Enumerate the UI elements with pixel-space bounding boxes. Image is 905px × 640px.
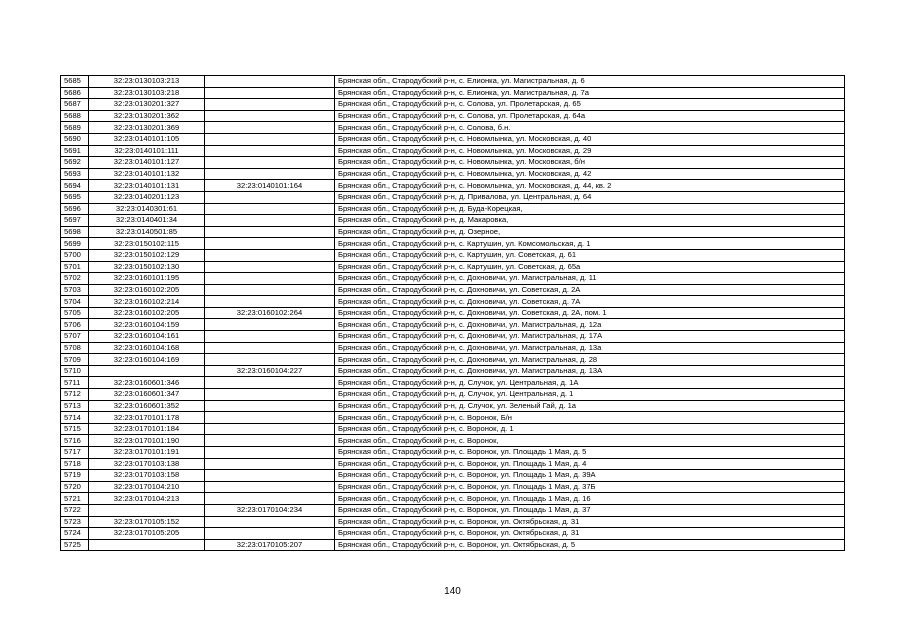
- row-number-cell: 5709: [61, 354, 89, 366]
- secondary-cadastral-number-cell: [205, 110, 335, 122]
- table-row: [61, 319, 845, 331]
- cadastral-number-cell: 32:23:0140101:132: [89, 168, 205, 180]
- address-cell: Брянская обл., Стародубский р-н, с. Воронок, ул. Октябрьская, д. 31: [335, 528, 845, 540]
- address-cell: Брянская обл., Стародубский р-н, с. Воронок, д. 1: [335, 423, 845, 435]
- secondary-cadastral-number-cell: [205, 226, 335, 238]
- table-row: [61, 284, 845, 296]
- address-cell: Брянская обл., Стародубский р-н, д. Случок, ул. Центральная, д. 1А: [335, 377, 845, 389]
- secondary-cadastral-number-cell: [205, 481, 335, 493]
- row-number-cell: 5701: [61, 261, 89, 273]
- address-cell: Брянская обл., Стародубский р-н, д. Буда-Корецкая,: [335, 203, 845, 215]
- cadastral-number-cell: 32:23:0130201:327: [89, 99, 205, 111]
- cadastral-number-cell: 32:23:0170105:205: [89, 528, 205, 540]
- secondary-cadastral-number-cell: [205, 458, 335, 470]
- secondary-cadastral-number-cell: [205, 284, 335, 296]
- row-number-cell: 5690: [61, 133, 89, 145]
- address-cell: Брянская обл., Стародубский р-н, с. Воронок, ул. Площадь 1 Мая, д. 4: [335, 458, 845, 470]
- cadastral-number-cell: 32:23:0160102:205: [89, 307, 205, 319]
- table-row: [61, 528, 845, 540]
- address-cell: Брянская обл., Стародубский р-н, с. Воронок, Б/н: [335, 412, 845, 424]
- secondary-cadastral-number-cell: [205, 400, 335, 412]
- secondary-cadastral-number-cell: 32:23:0140101:164: [205, 180, 335, 192]
- cadastral-number-cell: 32:23:0170103:138: [89, 458, 205, 470]
- secondary-cadastral-number-cell: [205, 377, 335, 389]
- table-row: [61, 99, 845, 111]
- cadastral-number-cell: 32:23:0130201:369: [89, 122, 205, 134]
- cadastral-number-cell: 32:23:0160104:159: [89, 319, 205, 331]
- cadastral-number-cell: 32:23:0140501:85: [89, 226, 205, 238]
- secondary-cadastral-number-cell: [205, 412, 335, 424]
- row-number-cell: 5708: [61, 342, 89, 354]
- address-cell: Брянская обл., Стародубский р-н, с. Новомлынка, ул. Московская, д. 44, кв. 2: [335, 180, 845, 192]
- row-number-cell: 5706: [61, 319, 89, 331]
- table-row: [61, 377, 845, 389]
- address-cell: Брянская обл., Стародубский р-н, с. Солова, ул. Пролетарская, д. 65: [335, 99, 845, 111]
- address-cell: Брянская обл., Стародубский р-н, с. Новомлынка, ул. Московская, д. 40: [335, 133, 845, 145]
- page-number: 140: [444, 586, 461, 597]
- cadastral-number-cell: 32:23:0140101:105: [89, 133, 205, 145]
- secondary-cadastral-number-cell: [205, 447, 335, 459]
- secondary-cadastral-number-cell: [205, 145, 335, 157]
- row-number-cell: 5693: [61, 168, 89, 180]
- address-cell: Брянская обл., Стародубский р-н, с. Дохновичи, ул. Магистральная, д. 17А: [335, 331, 845, 343]
- address-cell: Брянская обл., Стародубский р-н, с. Воронок, ул. Октябрьская, д. 5: [335, 539, 845, 551]
- table-row: [61, 238, 845, 250]
- row-number-cell: 5717: [61, 447, 89, 459]
- row-number-cell: 5723: [61, 516, 89, 528]
- cadastral-number-cell: 32:23:0140101:127: [89, 157, 205, 169]
- row-number-cell: 5704: [61, 296, 89, 308]
- table-row: [61, 423, 845, 435]
- address-cell: Брянская обл., Стародубский р-н, с. Дохновичи, ул. Магистральная, д. 11: [335, 273, 845, 285]
- address-cell: Брянская обл., Стародубский р-н, с. Новомлынка, ул. Московская, д. 42: [335, 168, 845, 180]
- cadastral-number-cell: 32:23:0150102:129: [89, 249, 205, 261]
- row-number-cell: 5696: [61, 203, 89, 215]
- cadastral-number-cell: 32:23:0140101:111: [89, 145, 205, 157]
- secondary-cadastral-number-cell: [205, 319, 335, 331]
- cadastral-number-cell: 32:23:0170101:190: [89, 435, 205, 447]
- row-number-cell: 5713: [61, 400, 89, 412]
- cadastral-number-cell: 32:23:0170103:158: [89, 470, 205, 482]
- secondary-cadastral-number-cell: 32:23:0170105:207: [205, 539, 335, 551]
- secondary-cadastral-number-cell: [205, 99, 335, 111]
- table-row: [61, 133, 845, 145]
- row-number-cell: 5692: [61, 157, 89, 169]
- cadastral-number-cell: 32:23:0160601:346: [89, 377, 205, 389]
- table-row: [61, 435, 845, 447]
- address-cell: Брянская обл., Стародубский р-н, с. Воронок, ул. Площадь 1 Мая, д. 39А: [335, 470, 845, 482]
- address-cell: Брянская обл., Стародубский р-н, с. Дохновичи, ул. Магистральная, д. 12а: [335, 319, 845, 331]
- secondary-cadastral-number-cell: [205, 331, 335, 343]
- cadastral-number-cell: 32:23:0150102:130: [89, 261, 205, 273]
- address-cell: Брянская обл., Стародубский р-н, с. Дохновичи, ул. Магистральная, д. 13а: [335, 342, 845, 354]
- address-cell: Брянская обл., Стародубский р-н, с. Дохновичи, ул. Магистральная, д. 28: [335, 354, 845, 366]
- row-number-cell: 5718: [61, 458, 89, 470]
- secondary-cadastral-number-cell: [205, 423, 335, 435]
- table-row: [61, 400, 845, 412]
- address-cell: Брянская обл., Стародубский р-н, с. Воронок, ул. Площадь 1 Мая, д. 37: [335, 504, 845, 516]
- address-cell: Брянская обл., Стародубский р-н, с. Дохновичи, ул. Советская, д. 2А, пом. 1: [335, 307, 845, 319]
- row-number-cell: 5715: [61, 423, 89, 435]
- table-row: [61, 203, 845, 215]
- cadastral-number-cell: 32:23:0160104:161: [89, 331, 205, 343]
- cadastral-number-cell: 32:23:0160101:195: [89, 273, 205, 285]
- cadastral-number-cell: 32:23:0130103:213: [89, 76, 205, 88]
- table-row: [61, 481, 845, 493]
- address-cell: Брянская обл., Стародубский р-н, д. Случок, ул. Зеленый Гай, д. 1а: [335, 400, 845, 412]
- row-number-cell: 5719: [61, 470, 89, 482]
- address-cell: Брянская обл., Стародубский р-н, с. Солова, б.н.: [335, 122, 845, 134]
- secondary-cadastral-number-cell: 32:23:0170104:234: [205, 504, 335, 516]
- secondary-cadastral-number-cell: 32:23:0160102:264: [205, 307, 335, 319]
- address-cell: Брянская обл., Стародубский р-н, с. Воронок, ул. Площадь 1 Мая, д. 16: [335, 493, 845, 505]
- address-cell: Брянская обл., Стародубский р-н, с. Воронок,: [335, 435, 845, 447]
- secondary-cadastral-number-cell: [205, 389, 335, 401]
- cadastral-number-cell: 32:23:0130201:362: [89, 110, 205, 122]
- secondary-cadastral-number-cell: [205, 203, 335, 215]
- registry-table: [60, 75, 845, 551]
- cadastral-number-cell: 32:23:0140201:123: [89, 191, 205, 203]
- cadastral-number-cell: 32:23:0160601:347: [89, 389, 205, 401]
- row-number-cell: 5687: [61, 99, 89, 111]
- table-row: [61, 389, 845, 401]
- secondary-cadastral-number-cell: [205, 157, 335, 169]
- address-cell: Брянская обл., Стародубский р-н, с. Солова, ул. Пролетарская, д. 64а: [335, 110, 845, 122]
- secondary-cadastral-number-cell: [205, 191, 335, 203]
- address-cell: Брянская обл., Стародубский р-н, с. Новомлынка, ул. Московская, д. 29: [335, 145, 845, 157]
- cadastral-number-cell: 32:23:0160104:168: [89, 342, 205, 354]
- cadastral-number-cell: 32:23:0160601:352: [89, 400, 205, 412]
- table-row: [61, 215, 845, 227]
- cadastral-number-cell: 32:23:0170104:210: [89, 481, 205, 493]
- address-cell: Брянская обл., Стародубский р-н, с. Новомлынка, ул. Московская, б/н: [335, 157, 845, 169]
- table-row: [61, 145, 845, 157]
- secondary-cadastral-number-cell: [205, 133, 335, 145]
- secondary-cadastral-number-cell: 32:23:0160104:227: [205, 365, 335, 377]
- secondary-cadastral-number-cell: [205, 261, 335, 273]
- row-number-cell: 5686: [61, 87, 89, 99]
- row-number-cell: 5711: [61, 377, 89, 389]
- row-number-cell: 5698: [61, 226, 89, 238]
- address-cell: Брянская обл., Стародубский р-н, д. Макаровка,: [335, 215, 845, 227]
- cadastral-number-cell: 32:23:0170104:213: [89, 493, 205, 505]
- table-row: [61, 273, 845, 285]
- table-row: [61, 516, 845, 528]
- row-number-cell: 5703: [61, 284, 89, 296]
- cadastral-number-cell: 32:23:0150102:115: [89, 238, 205, 250]
- row-number-cell: 5724: [61, 528, 89, 540]
- row-number-cell: 5707: [61, 331, 89, 343]
- row-number-cell: 5720: [61, 481, 89, 493]
- table-row: [61, 493, 845, 505]
- secondary-cadastral-number-cell: [205, 528, 335, 540]
- secondary-cadastral-number-cell: [205, 354, 335, 366]
- table-row: [61, 191, 845, 203]
- address-cell: Брянская обл., Стародубский р-н, д. Озерное,: [335, 226, 845, 238]
- secondary-cadastral-number-cell: [205, 215, 335, 227]
- address-cell: Брянская обл., Стародубский р-н, с. Дохновичи, ул. Советская, д. 2А: [335, 284, 845, 296]
- cadastral-number-cell: [89, 365, 205, 377]
- cadastral-number-cell: [89, 504, 205, 516]
- secondary-cadastral-number-cell: [205, 168, 335, 180]
- row-number-cell: 5700: [61, 249, 89, 261]
- cadastral-number-cell: 32:23:0160102:214: [89, 296, 205, 308]
- cadastral-number-cell: 32:23:0140401:34: [89, 215, 205, 227]
- cadastral-number-cell: 32:23:0170101:178: [89, 412, 205, 424]
- cadastral-number-cell: 32:23:0140301:61: [89, 203, 205, 215]
- table-row: [61, 296, 845, 308]
- address-cell: Брянская обл., Стародубский р-н, с. Картушин, ул. Комсомольская, д. 1: [335, 238, 845, 250]
- table-row: [61, 470, 845, 482]
- table-row: [61, 157, 845, 169]
- row-number-cell: 5725: [61, 539, 89, 551]
- row-number-cell: 5722: [61, 504, 89, 516]
- row-number-cell: 5685: [61, 76, 89, 88]
- table-row: [61, 168, 845, 180]
- table-row: [61, 180, 845, 192]
- cadastral-number-cell: 32:23:0170101:184: [89, 423, 205, 435]
- secondary-cadastral-number-cell: [205, 296, 335, 308]
- cadastral-number-cell: [89, 539, 205, 551]
- cadastral-number-cell: 32:23:0130103:218: [89, 87, 205, 99]
- row-number-cell: 5712: [61, 389, 89, 401]
- address-cell: Брянская обл., Стародубский р-н, с. Дохновичи, ул. Магистральная, д. 13А: [335, 365, 845, 377]
- row-number-cell: 5710: [61, 365, 89, 377]
- row-number-cell: 5697: [61, 215, 89, 227]
- table-row: [61, 365, 845, 377]
- row-number-cell: 5705: [61, 307, 89, 319]
- row-number-cell: 5691: [61, 145, 89, 157]
- table-row: [61, 307, 845, 319]
- row-number-cell: 5714: [61, 412, 89, 424]
- table-row: [61, 110, 845, 122]
- address-cell: Брянская обл., Стародубский р-н, с. Воронок, ул. Площадь 1 Мая, д. 5: [335, 447, 845, 459]
- table-row: [61, 504, 845, 516]
- address-cell: Брянская обл., Стародубский р-н, с. Дохновичи, ул. Советская, д. 7А: [335, 296, 845, 308]
- secondary-cadastral-number-cell: [205, 238, 335, 250]
- address-cell: Брянская обл., Стародубский р-н, д. Случок, ул. Центральная, д. 1: [335, 389, 845, 401]
- address-cell: Брянская обл., Стародубский р-н, с. Воронок, ул. Площадь 1 Мая, д. 37Б: [335, 481, 845, 493]
- cadastral-number-cell: 32:23:0170101:191: [89, 447, 205, 459]
- cadastral-number-cell: 32:23:0160102:205: [89, 284, 205, 296]
- cadastral-number-cell: 32:23:0170105:152: [89, 516, 205, 528]
- table-row: [61, 447, 845, 459]
- secondary-cadastral-number-cell: [205, 493, 335, 505]
- cadastral-number-cell: 32:23:0160104:169: [89, 354, 205, 366]
- row-number-cell: 5694: [61, 180, 89, 192]
- address-cell: Брянская обл., Стародубский р-н, с. Картушин, ул. Советская, д. 61: [335, 249, 845, 261]
- row-number-cell: 5716: [61, 435, 89, 447]
- row-number-cell: 5721: [61, 493, 89, 505]
- row-number-cell: 5695: [61, 191, 89, 203]
- secondary-cadastral-number-cell: [205, 435, 335, 447]
- table-row: [61, 261, 845, 273]
- table-row: [61, 249, 845, 261]
- secondary-cadastral-number-cell: [205, 76, 335, 88]
- address-cell: Брянская обл., Стародубский р-н, с. Елионка, ул. Магистральная, д. 7а: [335, 87, 845, 99]
- address-cell: Брянская обл., Стародубский р-н, с. Картушин, ул. Советская, д. 65а: [335, 261, 845, 273]
- table-row: [61, 226, 845, 238]
- secondary-cadastral-number-cell: [205, 249, 335, 261]
- table-row: [61, 539, 845, 551]
- secondary-cadastral-number-cell: [205, 122, 335, 134]
- secondary-cadastral-number-cell: [205, 470, 335, 482]
- row-number-cell: 5688: [61, 110, 89, 122]
- row-number-cell: 5689: [61, 122, 89, 134]
- address-cell: Брянская обл., Стародубский р-н, с. Воронок, ул. Октябрьская, д. 31: [335, 516, 845, 528]
- table-row: [61, 342, 845, 354]
- table-row: [61, 412, 845, 424]
- secondary-cadastral-number-cell: [205, 342, 335, 354]
- row-number-cell: 5702: [61, 273, 89, 285]
- address-cell: Брянская обл., Стародубский р-н, с. Елионка, ул. Магистральная, д. 6: [335, 76, 845, 88]
- address-cell: Брянская обл., Стародубский р-н, д. Привалова, ул. Центральная, д. 64: [335, 191, 845, 203]
- table-row: [61, 354, 845, 366]
- table-row: [61, 331, 845, 343]
- table-row: [61, 122, 845, 134]
- registry-table-body: [61, 76, 845, 551]
- table-row: [61, 458, 845, 470]
- secondary-cadastral-number-cell: [205, 273, 335, 285]
- secondary-cadastral-number-cell: [205, 516, 335, 528]
- table-row: [61, 76, 845, 88]
- row-number-cell: 5699: [61, 238, 89, 250]
- cadastral-number-cell: 32:23:0140101:131: [89, 180, 205, 192]
- secondary-cadastral-number-cell: [205, 87, 335, 99]
- table-row: [61, 87, 845, 99]
